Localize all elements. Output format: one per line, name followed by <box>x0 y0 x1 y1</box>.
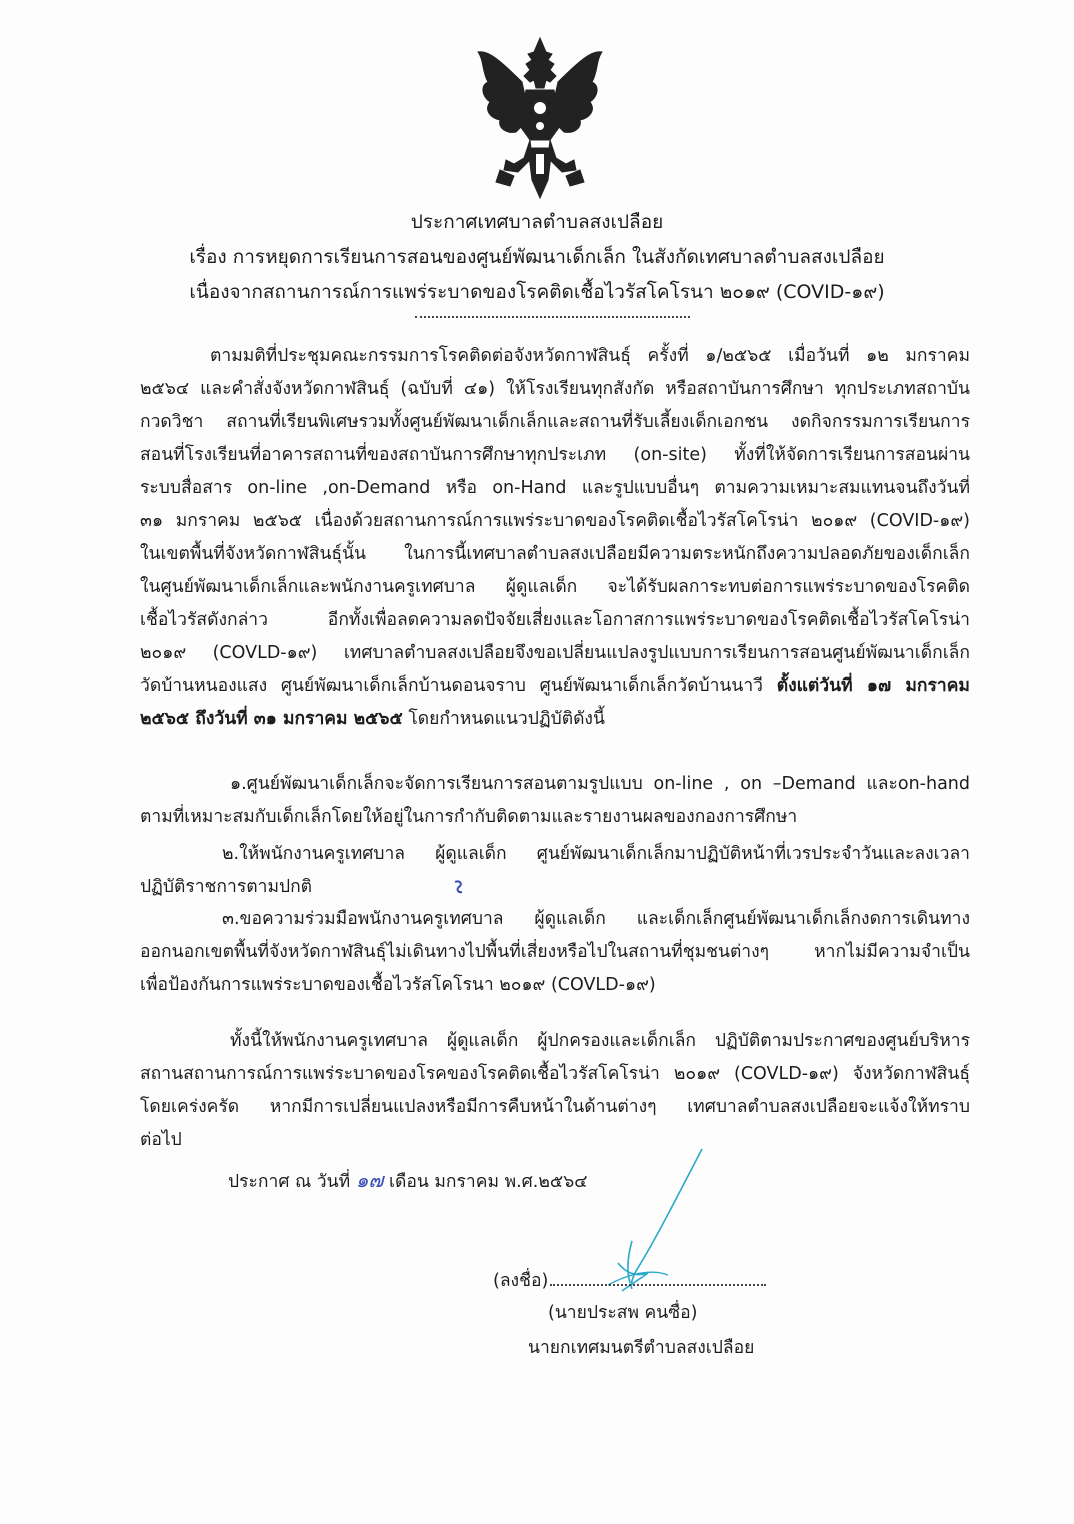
body-line: เชื้อไวรัสดังกล่าว อีกทั้งเพื่อลดความลดปัจจัยเสี่ยงและโอกาสการแพร่ระบาดของโรคติดเชื้อไวรัสโคโรน่า <box>140 610 970 630</box>
sign-label: (ลงชื่อ) <box>493 1271 549 1291</box>
body-line: ๒๕๖๔ และคำสั่งจังหวัดกาฬสินธุ์ (ฉบับที่ ๔๑) ให้โรงเรียนทุกสังกัด หรือสถาบันการศึกษา ทุกประเภทสถาบัน <box>140 379 970 399</box>
body-line: เพื่อป้องกันการแพร่ระบาดของเชื้อไวรัสโคโรนา ๒๐๑๙ (COVLD-๑๙) <box>140 975 656 995</box>
body-line: สถานสถานการณ์การแพร่ระบาดของโรคของโรคติดเชื้อไวรัสโคโรน่า ๒๐๑๙ (COVLD-๑๙) จังหวัดกาฬสินธุ์ <box>140 1064 970 1084</box>
guideline-item-2-cont <box>140 871 970 904</box>
signer-position: นายกเทศมนตรีตำบลสงเปลือย <box>528 1338 755 1358</box>
body-line: โดยเคร่งครัด หากมีการเปลี่ยนแปลงหรือมีการคืบหน้าในด้านต่างๆ เทศบาลตำบลสงเปลือยจะแจ้งให้ทราบ <box>140 1097 970 1117</box>
closing-paragraph-first-line <box>230 1025 970 1058</box>
body-line: ออกนอกเขตพื้นที่จังหวัดกาฬสินธุ์ไม่เดินทางไปพื้นที่เสี่ยงหรือไปในสถานที่ชุมชนต่างๆ หากไม่มีความจำเป็น <box>140 942 970 962</box>
body-text: โดยกำหนดแนวปฏิบัติดังนี้ <box>408 709 605 729</box>
body-line: สอนที่โรงเรียนที่อาคารสถานที่ของสถาบันการศึกษาทุกประเภท (on-site) ทั้งที่ให้จัดการเรียนการสอนผ่าน <box>140 445 970 465</box>
announce-prefix: ประกาศ ณ วันที่ <box>228 1172 351 1192</box>
date-range-end: ๒๕๖๕ ถึงวันที่ ๓๑ มกราคม ๒๕๖๕ <box>140 709 403 729</box>
body-line: ต่อไป <box>140 1130 182 1150</box>
body-line: กวดวิชา สถานที่เรียนพิเศษรวมทั้งศูนย์พัฒนาเด็กเล็กและสถานที่รับเลี้ยงเด็กเอกชน งดกิจกรรมการเรียนการ <box>140 412 970 432</box>
guideline-item-1-cont <box>140 801 970 834</box>
body-text: วัดบ้านหนองแสง ศูนย์พัฒนาเด็กเล็กบ้านดอนจราบ ศูนย์พัฒนาเด็กเล็กวัดบ้านนาวี <box>140 676 764 696</box>
intro-paragraph-first-line <box>210 340 970 373</box>
signature-dots <box>550 1284 766 1286</box>
garuda-emblem-icon <box>470 30 610 205</box>
announcement-title: ประกาศเทศบาลตำบลสงเปลือย <box>410 211 664 233</box>
body-line: ๓.ขอความร่วมมือพนักงานครูเทศบาล ผู้ดูแลเด็ก และเด็กเล็กศูนย์พัฒนาเด็กเล็กงดการเดินทาง <box>222 909 970 929</box>
announcement-subject-cont: เนื่องจากสถานการณ์การแพร่ระบาดของโรคติดเชื้อไวรัสโคโรนา ๒๐๑๙ (COVID-๑๙) <box>189 281 885 303</box>
announce-day: ๑๗ <box>355 1168 384 1192</box>
body-line: ในศูนย์พัฒนาเด็กเล็กและพนักงานครูเทศบาล ผู้ดูแลเด็ก จะได้รับผลการะทบต่อการแพร่ระบาดของโรคติด <box>140 577 970 597</box>
body-line: ๒๐๑๙ (COVLD-๑๙) เทศบาลตำบลสงเปลือยจึงขอเปลี่ยนแปลงรูปแบบการเรียนการสอนศูนย์พัฒนาเด็กเล็ก <box>140 643 970 663</box>
body-line: ปฏิบัติราชการตามปกติ <box>140 877 313 897</box>
closing-paragraph <box>140 1058 970 1157</box>
announcement-subject: เรื่อง การหยุดการเรียนการสอนของศูนย์พัฒนาเด็กเล็ก ในสังกัดเทศบาลตำบลสงเปลือย <box>189 246 885 268</box>
announce-date-line <box>228 1164 587 1196</box>
body-line: ในเขตพื้นที่จังหวัดกาฬสินธุ์นั้น ในการนี้เทศบาลตำบลสงเปลือยมีความตระหนักถึงความปลอดภัยของเด็กเล็ก <box>140 544 970 564</box>
pen-mark-icon <box>452 878 466 896</box>
body-line <box>140 670 970 703</box>
date-range-start: ตั้งแต่วันที่ ๑๗ มกราคม <box>776 676 970 696</box>
signature-line <box>493 1266 766 1294</box>
body-line: ระบบสื่อสาร on-line ,on-Demand หรือ on-Hand และรูปแบบอื่นๆ ตามความเหมาะสมแทนจนถึงวันที่ <box>140 478 970 498</box>
body-line: ตามที่เหมาะสมกับเด็กเล็กโดยให้อยู่ในการกำกับติดตามและรายงานผลของกองการศึกษา <box>140 807 798 827</box>
body-line: ๑.ศูนย์พัฒนาเด็กเล็กจะจัดการเรียนการสอนตามรูปแบบ on-line , on –Demand และon-hand <box>230 774 970 794</box>
body-line <box>140 703 970 736</box>
body-line: ตามมติที่ประชุมคณะกรรมการโรคติดต่อจังหวัดกาฬสินธุ์ ครั้งที่ ๑/๒๕๖๕ เมื่อวันที่ ๑๒ มกราคม <box>210 346 970 366</box>
announce-month: เดือน มกราคม <box>389 1172 499 1192</box>
announce-year: พ.ศ.๒๕๖๔ <box>504 1172 588 1192</box>
guideline-item-3 <box>222 903 970 936</box>
guideline-item-1 <box>230 768 970 801</box>
body-line: ๓๑ มกราคม ๒๕๖๕ เนื่องด้วยสถานการณ์การแพร่ระบาดของโรคติดเชื้อไวรัสโคโรน่า ๒๐๑๙ (COVID-๑๙) <box>140 511 970 531</box>
heading-divider <box>415 316 690 318</box>
body-line: ๒.ให้พนักงานครูเทศบาล ผู้ดูแลเด็ก ศูนย์พัฒนาเด็กเล็กมาปฏิบัติหน้าที่เวรประจำวันและลงเวลา <box>222 844 970 864</box>
signer-name: (นายประสพ คนซื่อ) <box>548 1303 698 1323</box>
guideline-item-2 <box>222 838 970 871</box>
intro-paragraph <box>140 373 970 736</box>
guideline-item-3-cont <box>140 936 970 1002</box>
body-line: ทั้งนี้ให้พนักงานครูเทศบาล ผู้ดูแลเด็ก ผู้ปกครองและเด็กเล็ก ปฏิบัติตามประกาศของศูนย์บริหาร <box>230 1031 970 1051</box>
